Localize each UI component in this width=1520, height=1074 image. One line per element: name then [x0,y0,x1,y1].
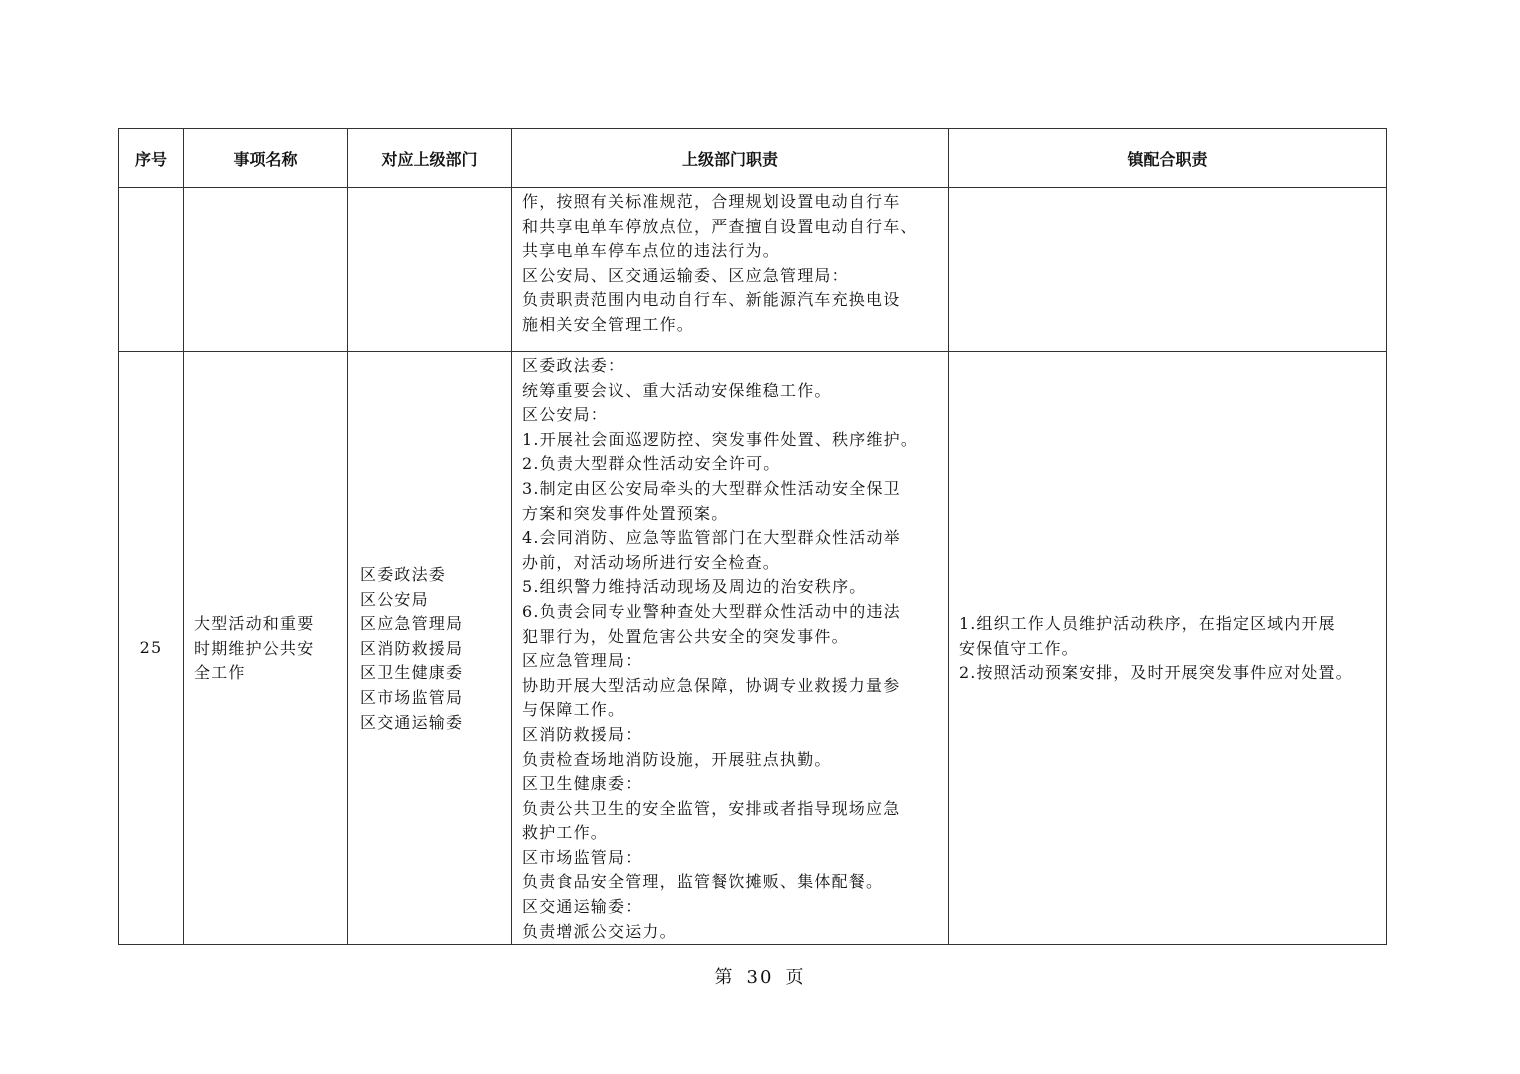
town-duties-cell [949,188,1387,352]
dept-duties: 作，按照有关标准规范，合理规划设置电动自行车 和共享电单车停放点位，严查擅自设置电动自行车、 共享电单车停车点位的违法行为。 区公安局、区交通运输委、区应急管理局： 负责职责范围内电动自行车、新能源汽车充换电设 施相关安全管理工作。 [522,192,918,334]
departments-cell [348,188,512,352]
header-dept-duties: 上级部门职责 [512,129,949,188]
departments-cell [348,352,512,945]
item-name: 大型活动和重要 时期维护公共安 全工作 [194,614,315,683]
table-header-row [119,129,1387,188]
town-duties-cell [949,352,1387,945]
town-duties [949,188,1386,190]
item-name [184,188,347,190]
table-row [119,352,1387,945]
footer-prefix: 第 [714,967,735,988]
dept-duties: 区委政法委： 统筹重要会议、重大活动安保维稳工作。 区公安局： 1.开展社会面巡逻防控、突发事件处置、秩序维护。 2.负责大型群众性活动安全许可。 3.制定由区公安局牵头的大型群众性活动安全保卫 方案和突发事件处置预案。 4.会同消防、应急等监管部门在大型群众性活动举 办前，对活动场所进行安全检查。 5.组织警力维持活动现场及周边的治安秩序。 6.负责会同专业警种查处大型群众性活动中的违法 犯罪行为，处置危害公共安全的突发事件。 区应急管理局： 协助开展大型活动应急保障，协调专业救援力量参 与保障工作。 区消防救援局： 负责检查场地消防设施，开展驻点执勤。 区卫生健康委： 负责公共卫生的安全监管，安排或者指导现场应急 救护工作。 区市场监管局： 负责食品安全管理，监管餐饮摊贩、集体配餐。 区交通运输委： 负责增派公交运力。 [522,356,919,941]
departments: 区委政法委 区公安局 区应急管理局 区消防救援局 区卫生健康委 区市场监管局 区交通运输委 [360,565,464,732]
header-number: 序号 [119,129,184,188]
row-number: 25 [139,637,163,657]
header-departments: 对应上级部门 [348,129,512,188]
table-row [119,188,1387,352]
town-duties: 1.组织工作人员维护活动秩序，在指定区域内开展 安保值守工作。 2.按照活动预案安排，及时开展突发事件应对处置。 [959,614,1353,683]
duty-table [118,128,1387,945]
dept-duties-cell [512,188,949,352]
item-name-cell [184,188,348,352]
footer-page-number: 30 [746,967,774,988]
footer-suffix: 页 [785,967,806,988]
departments [348,188,511,190]
header-town-duties: 镇配合职责 [949,129,1387,188]
dept-duties-cell [512,352,949,945]
page-footer [0,963,1520,989]
row-number-cell [119,352,184,945]
item-name-cell [184,352,348,945]
document-page [118,128,1387,945]
row-number-cell [119,188,184,352]
header-item-name: 事项名称 [184,129,348,188]
